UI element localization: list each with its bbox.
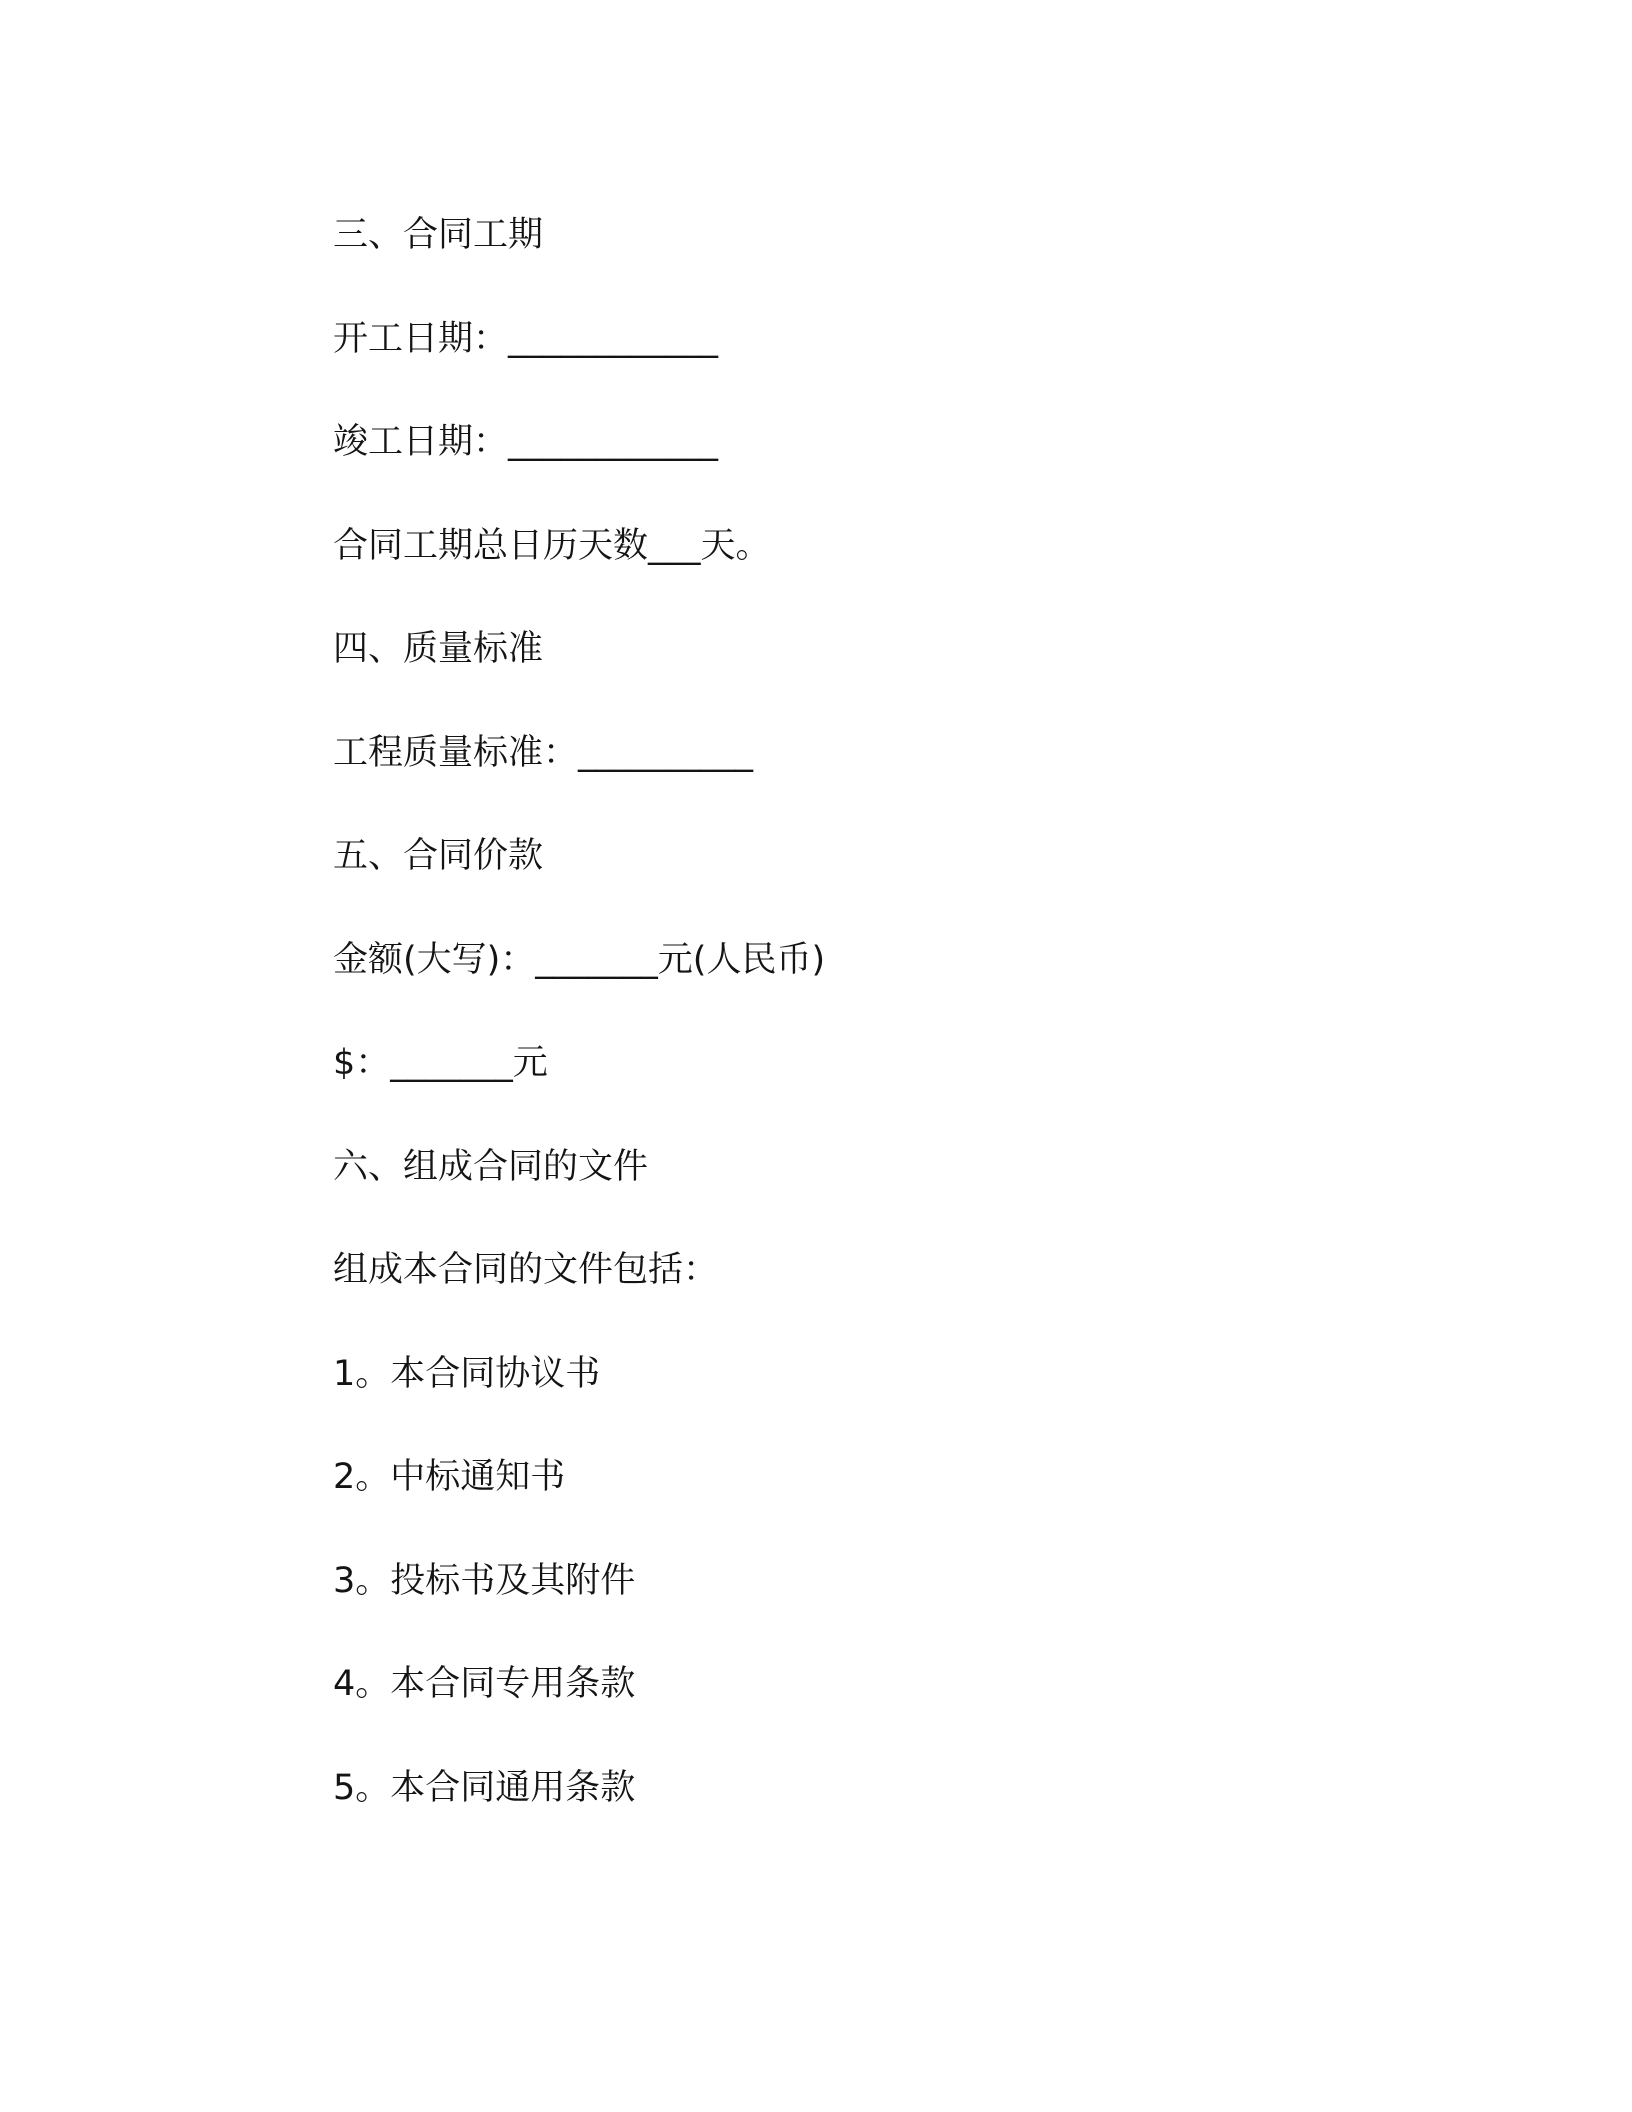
section-heading-contract-price: 五、合同价款 [333, 836, 544, 876]
documents-intro: 组成本合同的文件包括： [333, 1250, 719, 1290]
list-item: 5。本合同通用条款 [333, 1767, 636, 1808]
list-item: 3。投标书及其附件 [333, 1560, 636, 1601]
section-heading-quality-standard: 四、质量标准 [333, 629, 544, 669]
amount-in-figures-field: $：_______元 [333, 1043, 548, 1083]
completion-date-field: 竣工日期：____________ [333, 422, 719, 462]
start-date-field: 开工日期：____________ [333, 318, 719, 359]
amount-in-words-field: 金额(大写)：_______元(人民币) [333, 939, 826, 980]
section-heading-contract-period: 三、合同工期 [333, 215, 544, 255]
total-calendar-days-field: 合同工期总日历天数___天。 [333, 525, 771, 566]
list-item: 4。本合同专用条款 [333, 1664, 636, 1704]
list-item: 1。本合同协议书 [333, 1353, 601, 1394]
document-body [333, 184, 1433, 1840]
list-item: 2。中标通知书 [333, 1457, 566, 1497]
quality-standard-field: 工程质量标准：__________ [333, 732, 754, 773]
section-heading-contract-documents: 六、组成合同的文件 [333, 1146, 649, 1187]
